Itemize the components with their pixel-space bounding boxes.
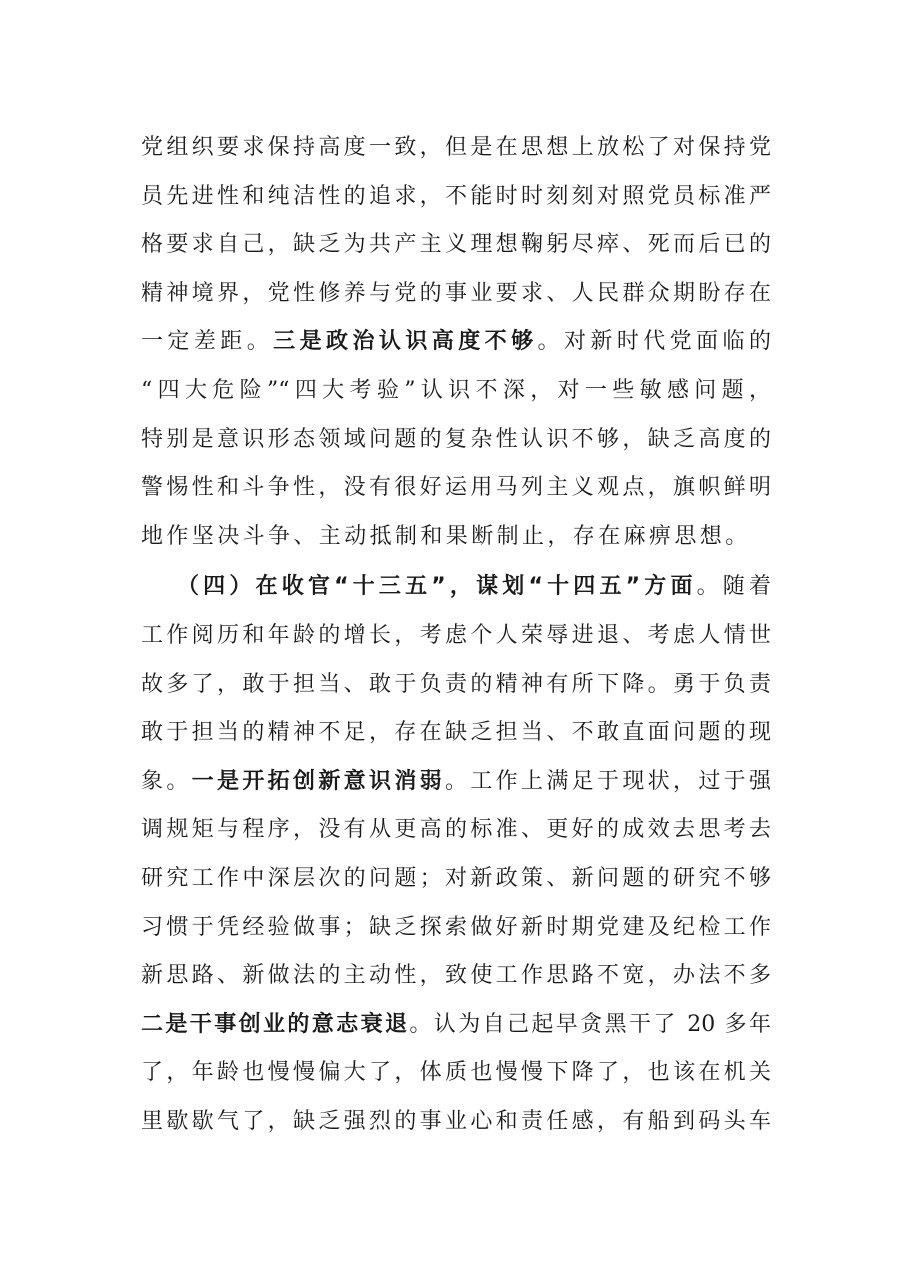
- text-line: [141, 1098, 771, 1147]
- text-line: [141, 1001, 771, 1050]
- section-heading-line: [141, 563, 771, 612]
- text-line: [141, 758, 771, 807]
- text-line: [141, 464, 771, 513]
- text-run: 精神境界，党性修养与党的事业要求、人民群众期盼存在: [141, 280, 771, 306]
- text-run: 象。: [141, 768, 192, 794]
- text-run: 。随着: [696, 574, 771, 600]
- text-line: [141, 513, 771, 562]
- text-run: 故多了，敢于担当、敢于负责的精神有所下降。勇于负责: [141, 671, 771, 697]
- text-run: 。认为自己起早贪黑干了 20 多年: [409, 1011, 771, 1037]
- text-line: [141, 318, 771, 367]
- text-run: 研究工作中深层次的问题；对新政策、新问题的研究不够: [141, 865, 771, 891]
- text-run: 了，年龄也慢慢偏大了，体质也慢慢下降了，也该在机关: [141, 1060, 771, 1086]
- text-line: [141, 709, 771, 758]
- text-run: 新思路、新做法的主动性，致使工作思路不宽，办法不多: [141, 963, 771, 989]
- text-line: [141, 416, 771, 465]
- text-line: [141, 661, 771, 710]
- text-run: 党组织要求保持高度一致，但是在思想上放松了对保持党: [141, 135, 771, 160]
- text-line: [141, 173, 771, 222]
- text-line: [141, 952, 771, 1001]
- bold-heading-run: 一是开拓创新意识消弱: [191, 768, 445, 794]
- text-run: 一定差距。: [141, 329, 274, 355]
- text-run: 警惕性和斗争性，没有很好运用马列主义观点，旗帜鲜明: [141, 475, 771, 501]
- text-run: 。工作上满足于现状，过于强: [445, 768, 771, 794]
- text-run: “四大危险”“四大考验”认识不深，对一些敏感问题，: [141, 377, 771, 403]
- section-heading: （四）在收官“十三五”，谋划“十四五”方面: [177, 574, 697, 600]
- text-run: 。对新时代党面临的: [537, 329, 771, 355]
- text-line: [141, 124, 771, 173]
- text-run: 格要求自己，缺乏为共产主义理想鞠躬尽瘁、死而后已的: [141, 232, 771, 258]
- bold-heading-run: 三是政治认识高度不够: [273, 329, 538, 355]
- text-line: [141, 270, 771, 319]
- body-text: [141, 124, 771, 1146]
- text-line: [141, 221, 771, 270]
- text-run: 特别是意识形态领域问题的复杂性认识不够，缺乏高度的: [141, 426, 771, 452]
- text-line: [141, 1049, 771, 1098]
- text-line: [141, 367, 771, 416]
- text-run: 工作阅历和年龄的增长，考虑个人荣辱进退、考虑人情世: [141, 622, 771, 648]
- text-line: [141, 612, 771, 661]
- text-run: 习惯于凭经验做事；缺乏探索做好新时期党建及纪检工作: [141, 914, 771, 940]
- bold-heading-run: 二是干事创业的意志衰退: [141, 1011, 410, 1037]
- text-line: [141, 855, 771, 904]
- text-run: 里歇歇气了，缺乏强烈的事业心和责任感，有船到码头车: [141, 1108, 771, 1134]
- text-run: 敢于担当的精神不足，存在缺乏担当、不敢直面问题的现: [141, 720, 771, 746]
- text-run: 地作坚决斗争、主动抵制和果断制止，存在麻痹思想。: [141, 523, 751, 549]
- text-run: 调规矩与程序，没有从更高的标准、更好的成效去思考去: [141, 817, 771, 843]
- text-line: [141, 806, 771, 855]
- text-line: [141, 904, 771, 953]
- text-run: 员先进性和纯洁性的追求，不能时时刻刻对照党员标准严: [141, 183, 771, 209]
